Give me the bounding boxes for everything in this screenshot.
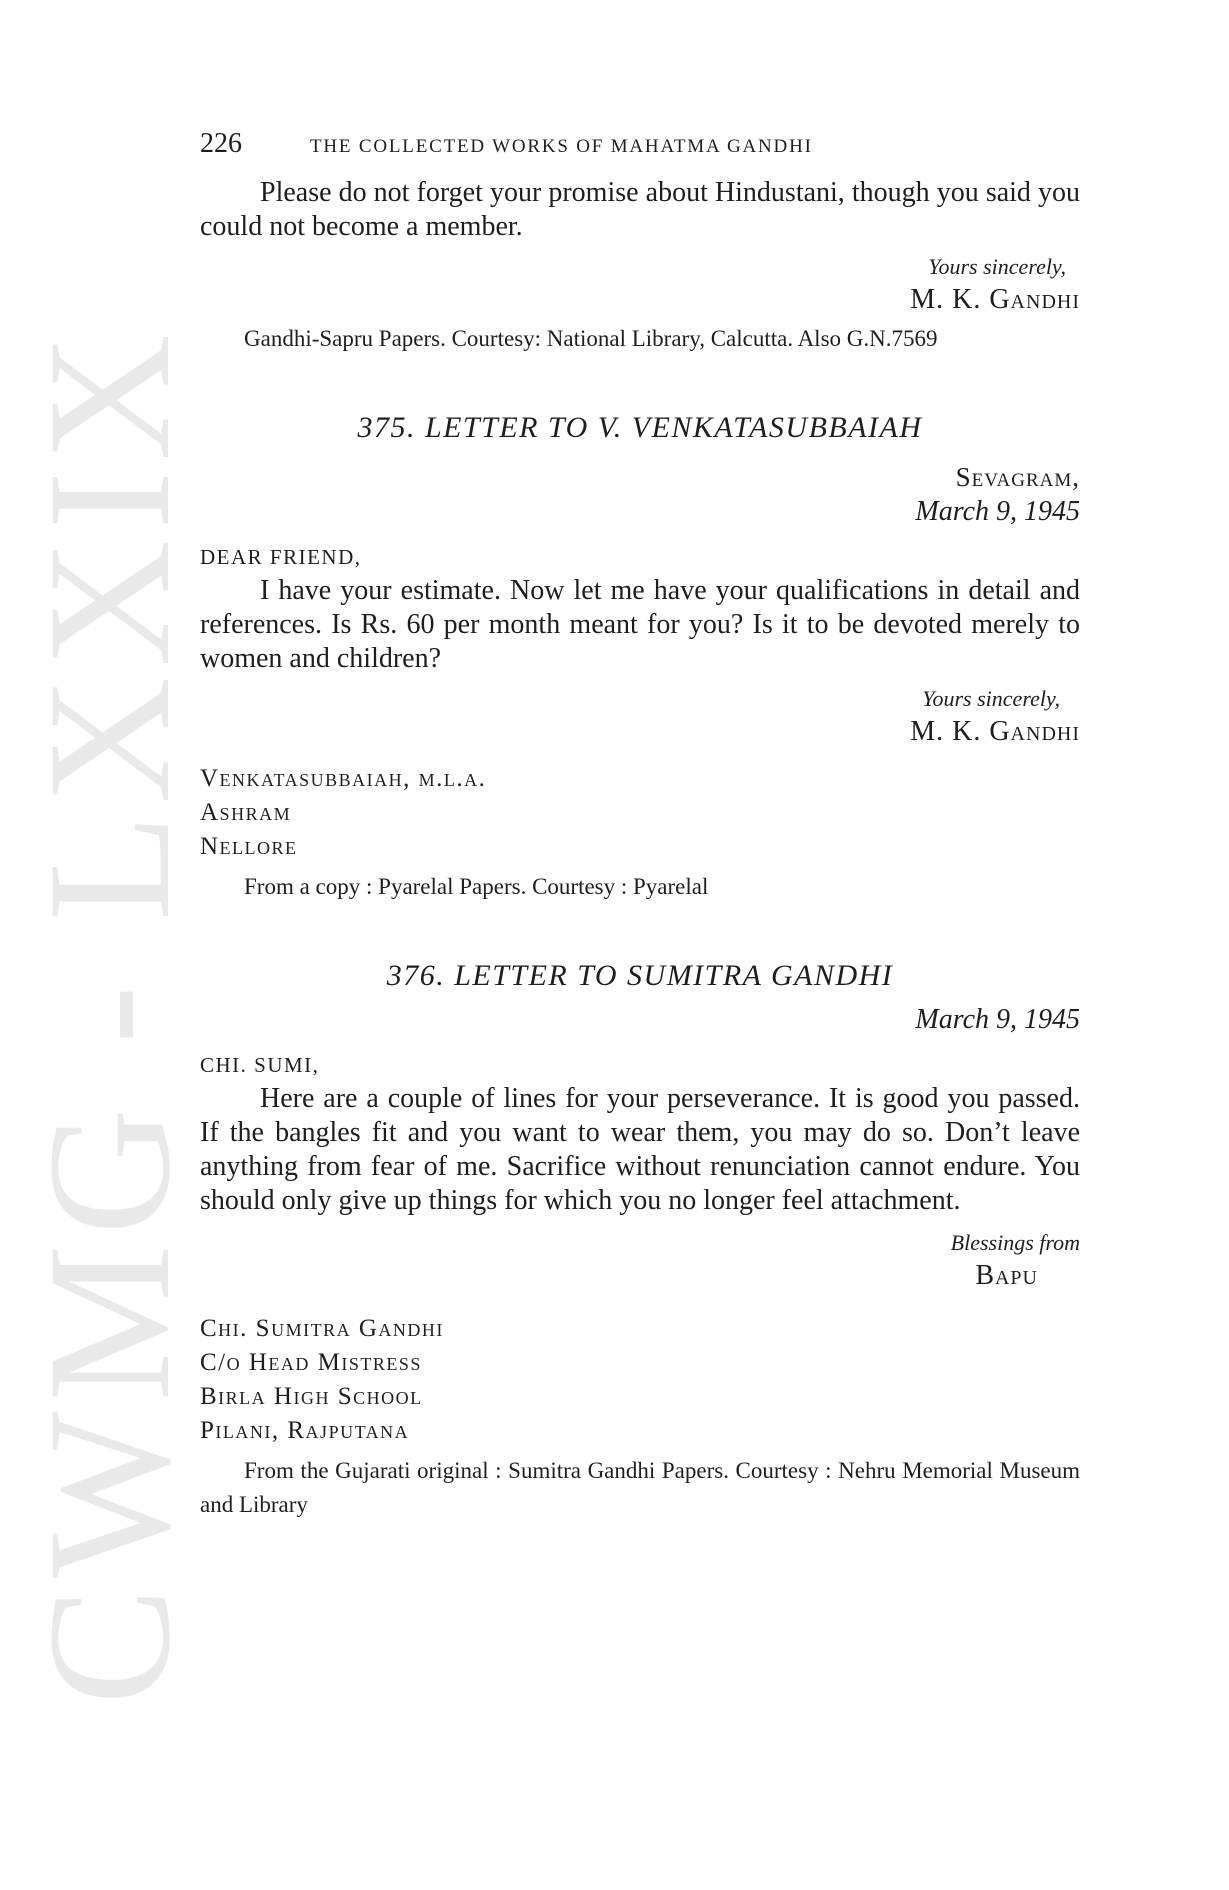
address-line: Venkatasubbaiah, m.l.a.	[200, 765, 487, 792]
letter-375-signature: M. K. Gandhi	[910, 716, 1080, 747]
letter-376-date: March 9, 1945	[915, 1004, 1080, 1035]
letter-376-signature: Bapu	[975, 1260, 1038, 1291]
address-line: Chi. Sumitra Gandhi	[200, 1315, 444, 1342]
letter-375-address	[200, 762, 1080, 864]
letter-375-salutation: DEAR FRIEND,	[200, 545, 362, 569]
letter-375-body: I have your estimate. Now let me have your qualifications in detail and references. Is Rs. 60 per month meant for you? Is it to be devoted merely to women and children?	[200, 575, 1080, 674]
prev-letter-signature: M. K. Gandhi	[910, 284, 1080, 315]
address-line: Pilani, Rajputana	[200, 1417, 410, 1444]
address-line: Birla High School	[200, 1383, 423, 1410]
letter-375-place: Sevagram,	[955, 462, 1080, 492]
prev-letter-source: Gandhi-Sapru Papers. Courtesy: National Library, Calcutta. Also G.N.7569	[244, 326, 938, 351]
letter-375-title: 375. LETTER TO V. VENKATASUBBAIAH	[357, 411, 923, 444]
running-header	[200, 128, 1080, 162]
prev-letter-body: Please do not forget your promise about Hindustani, though you said you could not become a member.	[200, 177, 1080, 242]
letter-376-source: From the Gujarati original : Sumitra Gandhi Papers. Courtesy : Nehru Memorial Museum and Library	[200, 1458, 1080, 1517]
page	[200, 128, 1080, 1522]
letter-376-address	[200, 1312, 1080, 1448]
letter-375-date: March 9, 1945	[915, 496, 1080, 527]
letter-376-body: Here are a couple of lines for your perseverance. It is good you passed. If the bangles fit and you want to wear them, you may do so. Don’t leave anything from fear of me. Sacrifice without renunciation cannot endure. You should only give up things for which you no longer feel attachment.	[200, 1083, 1080, 1216]
prev-letter-closing: Yours sincerely,	[928, 254, 1066, 279]
letter-376-title: 376. LETTER TO SUMITRA GANDHI	[386, 959, 894, 992]
address-line: C/o Head Mistress	[200, 1349, 422, 1376]
letter-376-salutation: CHI. SUMI,	[200, 1053, 320, 1077]
letter-375-closing: Yours sincerely,	[922, 686, 1060, 711]
watermark: CWMG - LXXIX	[12, 323, 207, 1705]
letter-376-closing: Blessings from	[950, 1230, 1080, 1255]
address-line: Ashram	[200, 799, 292, 826]
running-title: THE COLLECTED WORKS OF MAHATMA GANDHI	[310, 136, 813, 157]
address-line: Nellore	[200, 833, 298, 860]
page-number: 226	[200, 128, 242, 159]
letter-375-source: From a copy : Pyarelal Papers. Courtesy : Pyarelal	[244, 874, 709, 899]
